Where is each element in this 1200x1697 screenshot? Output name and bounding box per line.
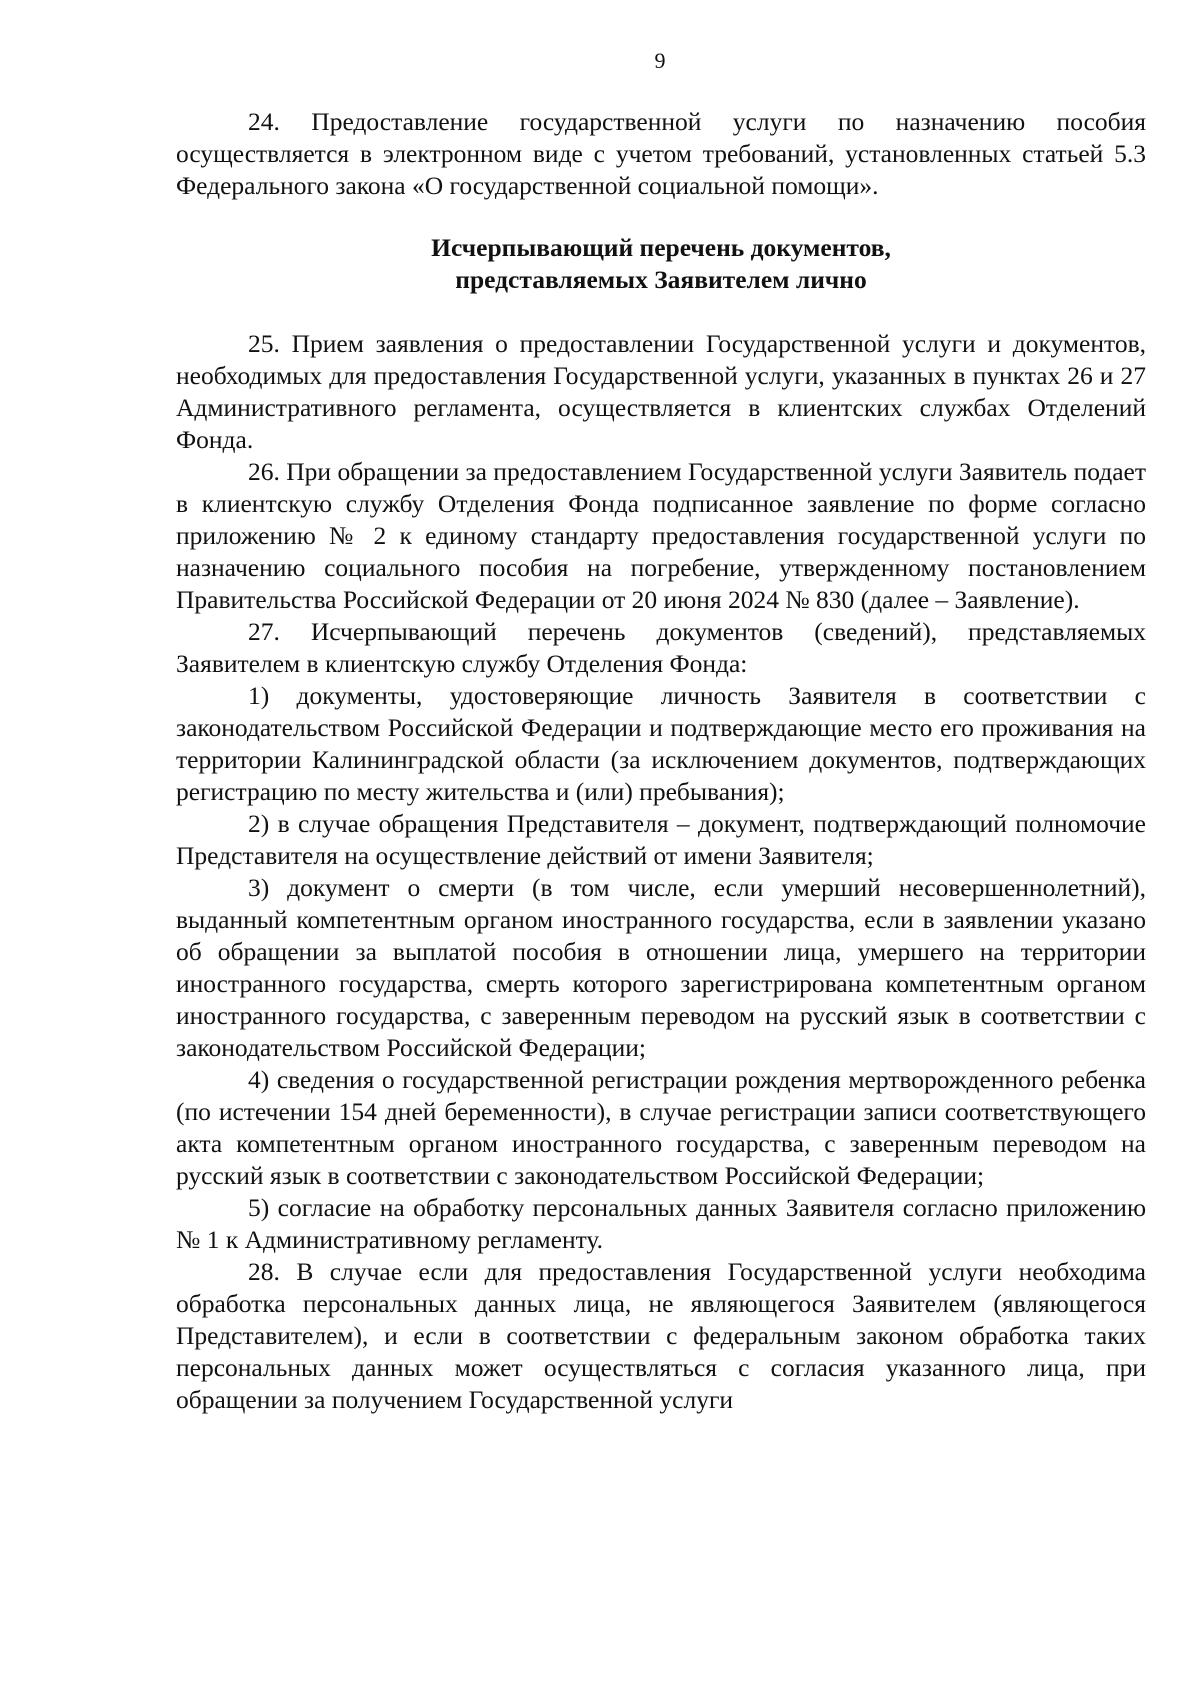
paragraph-28: 28. В случае если для предоставления Государственной услуги необходима обработка персональных данных лица, не являющегося Заявителем (являющегося Представителем), и если в соответствии с федеральным законом обработка таких персональных данных может осуществляться с согласия указанного лица, при обращении за получением Государственной услуги (176, 1257, 1146, 1414)
page-number: 9 (654, 48, 666, 73)
list-item-2: 2) в случае обращения Представителя – документ, подтверждающий полномочие Представителя на осуществление действий от имени Заявителя; (176, 809, 1146, 870)
section-heading-line-1: Исчерпывающий перечень документов, (431, 233, 891, 262)
paragraph-24: 24. Предоставление государственной услуги по назначению пособия осуществляется в электронном виде с учетом требований, установленных статьей 5.3 Федерального закона «О государственной социальной помощи». (176, 107, 1146, 200)
section-heading (176, 232, 1146, 296)
paragraph-25: 25. Прием заявления о предоставлении Государственной услуги и документов, необходимых для предоставления Государственной услуги, указанных в пунктах 26 и 27 Административного регламента, осуществляется в клиентских службах Отделений Фонда. (176, 329, 1146, 454)
list-item-4: 4) сведения о государственной регистрации рождения мертворожденного ребенка (по истечении 154 дней беременности), в случае регистрации записи соответствующего акта компетентным органом иностранного государства, с заверенным переводом на русский язык в соответствии с законодательством Российской Федерации; (176, 1065, 1146, 1190)
section-heading-line-2: представляемых Заявителем лично (455, 265, 867, 294)
list-item-3: 3) документ о смерти (в том числе, если умерший несовершеннолетний), выданный компетентным органом иностранного государства, если в заявлении указано об обращении за выплатой пособия в отношении лица, умершего на территории иностранного государства, смерть которого зарегистрирована компетентным органом иностранного государства, с заверенным переводом на русский язык в соответствии с законодательством Российской Федерации; (176, 873, 1146, 1062)
list-item-5: 5) согласие на обработку персональных данных Заявителя согласно приложению № 1 к Административному регламенту. (176, 1193, 1146, 1254)
paragraph-27: 27. Исчерпывающий перечень документов (сведений), представляемых Заявителем в клиентскую службу Отделения Фонда: (176, 617, 1146, 678)
list-item-1: 1) документы, удостоверяющие личность Заявителя в соответствии с законодательством Российской Федерации и подтверждающие место его проживания на территории Калининградской области (за исключением документов, подтверждающих регистрацию по месту жительства и (или) пребывания); (176, 681, 1146, 806)
paragraph-26: 26. При обращении за предоставлением Государственной услуги Заявитель подает в клиентскую службу Отделения Фонда подписанное заявление по форме согласно приложению № 2 к единому стандарту предоставления государственной услуги по назначению социального пособия на погребение, утвержденному постановлением Правительства Российской Федерации от 20 июня 2024 № 830 (далее – Заявление). (176, 457, 1146, 614)
document-body (176, 106, 1146, 1416)
